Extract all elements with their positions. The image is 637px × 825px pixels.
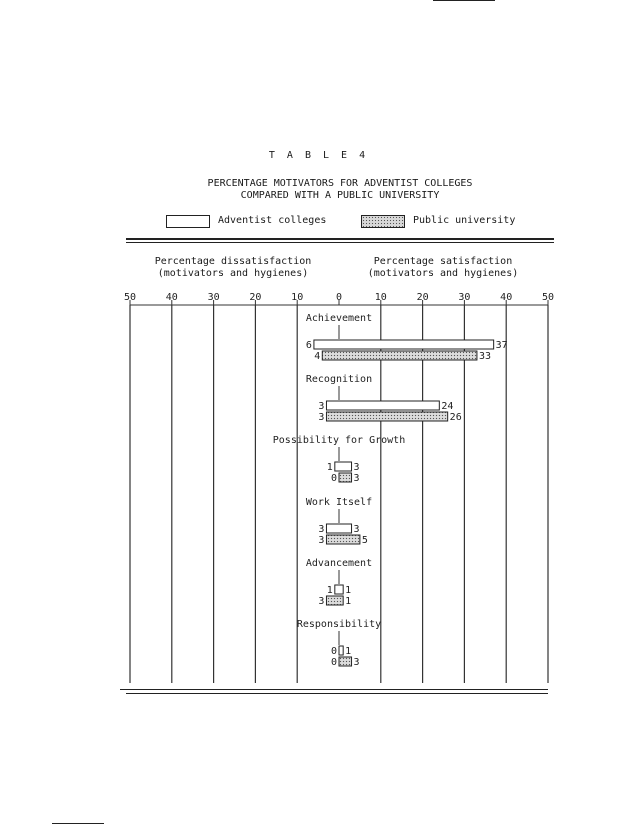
chart-title-line1: PERCENTAGE MOTIVATORS FOR ADVENTIST COLLEGES	[207, 178, 473, 189]
tick-label: 10	[291, 292, 304, 303]
tick-label: 30	[207, 292, 220, 303]
tick-label: 20	[416, 292, 429, 303]
bottom-rule-2	[126, 693, 548, 694]
tick-label: 50	[541, 292, 555, 303]
legend-label-adventist: Adventist colleges	[218, 215, 327, 226]
category-label: Achievement	[305, 313, 373, 324]
data-label-satisfaction: 33	[478, 351, 491, 362]
bar-adventist	[314, 340, 494, 349]
tick-label: 50	[123, 292, 137, 303]
data-label-dissatisfaction: 3	[318, 535, 325, 546]
category-label: Work Itself	[305, 497, 373, 508]
data-label-dissatisfaction: 3	[318, 524, 325, 535]
bottom-rule-1	[120, 689, 548, 690]
category-label: Recognition	[305, 374, 373, 385]
bar-adventist	[335, 585, 343, 594]
data-label-satisfaction: 1	[345, 646, 352, 657]
data-label-dissatisfaction: 3	[318, 412, 325, 423]
category-label: Possibility for Growth	[272, 435, 406, 446]
bar-adventist	[339, 646, 343, 655]
tick-label: 30	[458, 292, 471, 303]
chart-title-line2: COMPARED WITH A PUBLIC UNIVERSITY	[240, 190, 440, 201]
data-label-satisfaction: 1	[345, 596, 352, 607]
data-label-dissatisfaction: 4	[314, 351, 321, 362]
data-label-satisfaction: 5	[361, 535, 368, 546]
bar-public	[339, 473, 352, 482]
data-label-dissatisfaction: 0	[330, 657, 337, 668]
tick-label: 0	[335, 292, 343, 303]
tick-label: 40	[165, 292, 178, 303]
category-label: Responsibility	[296, 619, 382, 630]
bar-adventist	[326, 524, 351, 533]
tick-label: 20	[249, 292, 262, 303]
right-header-line2: (motivators and hygienes)	[367, 268, 519, 279]
legend-label-public: Public university	[413, 215, 516, 226]
left-header-line1: Percentage dissatisfaction	[154, 256, 312, 267]
bar-public	[326, 412, 447, 421]
data-label-satisfaction: 3	[353, 657, 360, 668]
bar-public	[326, 596, 343, 605]
data-label-satisfaction: 1	[345, 585, 352, 596]
bar-public	[322, 351, 477, 360]
data-label-dissatisfaction: 1	[326, 462, 333, 473]
left-header-line2: (motivators and hygienes)	[157, 268, 309, 279]
data-label-dissatisfaction: 3	[318, 401, 325, 412]
data-label-dissatisfaction: 0	[330, 473, 337, 484]
data-label-satisfaction: 3	[353, 462, 360, 473]
table-label: T A B L E 4	[268, 150, 369, 161]
data-label-dissatisfaction: 0	[330, 646, 337, 657]
data-label-dissatisfaction: 6	[305, 340, 312, 351]
tick-label: 40	[500, 292, 513, 303]
data-label-satisfaction: 26	[449, 412, 462, 423]
data-label-satisfaction: 3	[353, 473, 360, 484]
bar-public	[339, 657, 352, 666]
page-footer-line	[52, 823, 104, 824]
data-label-satisfaction: 24	[441, 401, 454, 412]
data-label-dissatisfaction: 3	[318, 596, 325, 607]
bar-adventist	[326, 401, 439, 410]
data-label-satisfaction: 37	[495, 340, 508, 351]
bar-adventist	[335, 462, 352, 471]
category-label: Advancement	[305, 558, 373, 569]
tick-label: 10	[374, 292, 387, 303]
data-label-dissatisfaction: 1	[326, 585, 333, 596]
right-header-line1: Percentage satisfaction	[373, 256, 513, 267]
bar-public	[326, 535, 359, 544]
data-label-satisfaction: 3	[353, 524, 360, 535]
